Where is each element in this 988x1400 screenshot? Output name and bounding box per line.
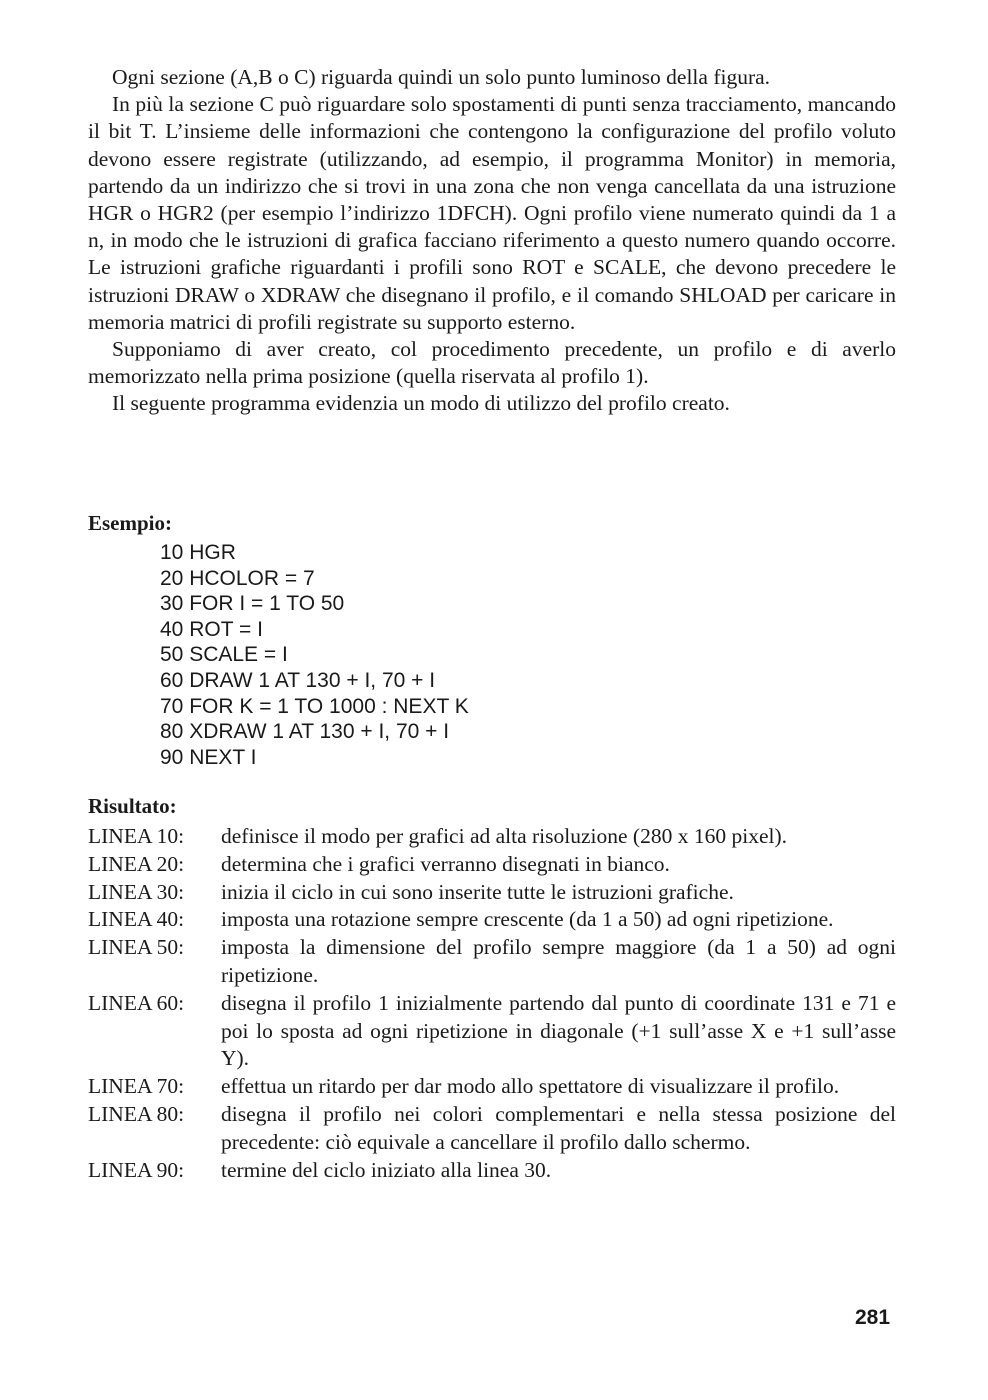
result-description: imposta una rotazione sempre crescente (da 1 a 50) ad ogni ripetizione. (221, 907, 834, 932)
code-line: 40 ROT = I (160, 617, 263, 641)
code-line: 90 NEXT I (160, 745, 257, 769)
result-description: imposta la dimensione del profilo sempre maggiore (da 1 a 50) ad ogni ripetizione. (221, 935, 896, 987)
result-description: definisce il modo per grafici ad alta risoluzione (280 x 160 pixel). (221, 824, 787, 848)
result-label: LINEA 90: (88, 1157, 185, 1182)
result-label: LINEA 20: (88, 851, 185, 876)
code-line: 70 FOR K = 1 TO 1000 : NEXT K (160, 694, 469, 718)
result-row (88, 879, 896, 907)
code-line: 50 SCALE = I (160, 643, 288, 667)
result-row (88, 990, 896, 1073)
intro-paragraph: Ogni sezione (A,B o C) riguarda quindi un solo punto luminoso della figura. (112, 65, 771, 89)
example-heading: Esempio: (88, 511, 172, 535)
result-description: inizia il ciclo in cui sono inserite tutte le istruzioni grafiche. (221, 879, 734, 904)
result-description: disegna il profilo 1 inizialmente partendo dal punto di coordinate 131 e 71 e poi lo sposta ad ogni ripetizione in diagonale (+1 sull’asse X e +1 sull’asse Y). (221, 990, 896, 1071)
result-label: LINEA 50: (88, 935, 185, 960)
code-listing (160, 540, 469, 770)
intro-text (88, 64, 896, 418)
result-description: determina che i grafici verranno disegnati in bianco. (221, 851, 670, 876)
result-row (88, 1157, 896, 1185)
result-row (88, 1073, 896, 1101)
result-label: LINEA 40: (88, 907, 185, 932)
result-label: LINEA 60: (88, 990, 185, 1015)
result-label: LINEA 30: (88, 879, 185, 904)
result-row (88, 823, 896, 851)
results-list (88, 823, 896, 1184)
result-label: LINEA 80: (88, 1101, 185, 1126)
result-row (88, 851, 896, 879)
code-line: 30 FOR I = 1 TO 50 (160, 592, 345, 616)
code-line: 80 XDRAW 1 AT 130 + I, 70 + I (160, 720, 450, 744)
result-description: termine del ciclo iniziato alla linea 30. (221, 1157, 552, 1182)
code-line: 60 DRAW 1 AT 130 + I, 70 + I (160, 668, 436, 692)
code-line: 10 HGR (160, 541, 236, 564)
result-description: disegna il profilo nei colori complementari e nella stessa posizione del precedente: ciò equivale a cancellare il profilo dallo schermo. (221, 1101, 896, 1154)
result-row (88, 934, 896, 990)
code-line: 20 HCOLOR = 7 (160, 566, 315, 590)
intro-paragraph: Il seguente programma evidenzia un modo di utilizzo del profilo creato. (112, 391, 730, 416)
intro-paragraph: In più la sezione C può riguardare solo spostamenti di punti senza tracciamento, mancando il bit T. L’insieme delle informazioni che contengono la configurazione del profilo voluto devono essere registrate (utilizzando, ad esempio, il programma Monitor) in memoria, partendo da un indirizzo che si trovi in una zona che non venga cancellata da una istruzione HGR o HGR2 (per esempio l’indirizzo 1DFCH). Ogni profilo viene numerato quindi da 1 a n, in modo che le istruzioni di grafica facciano riferimento a questo numero quando occorre. Le istruzioni grafiche riguardanti i profili sono ROT e SCALE, che devono precedere le istruzioni DRAW o XDRAW che disegnano il profilo, e il comando SHLOAD per caricare in memoria matrici di profili registrate su supporto esterno. (88, 92, 896, 334)
result-row (88, 906, 896, 934)
page-number: 281 (855, 1306, 891, 1329)
result-label: LINEA 10: (88, 824, 185, 848)
result-label: LINEA 70: (88, 1074, 185, 1099)
result-description: effettua un ritardo per dar modo allo spettatore di visualizzare il profilo. (221, 1074, 840, 1099)
intro-paragraph: Supponiamo di aver creato, col procedimento precedente, un profilo e di averlo memorizzato nella prima posizione (quella riservata al profilo 1). (88, 337, 896, 389)
result-row (88, 1101, 896, 1157)
result-heading: Risultato: (88, 794, 177, 818)
